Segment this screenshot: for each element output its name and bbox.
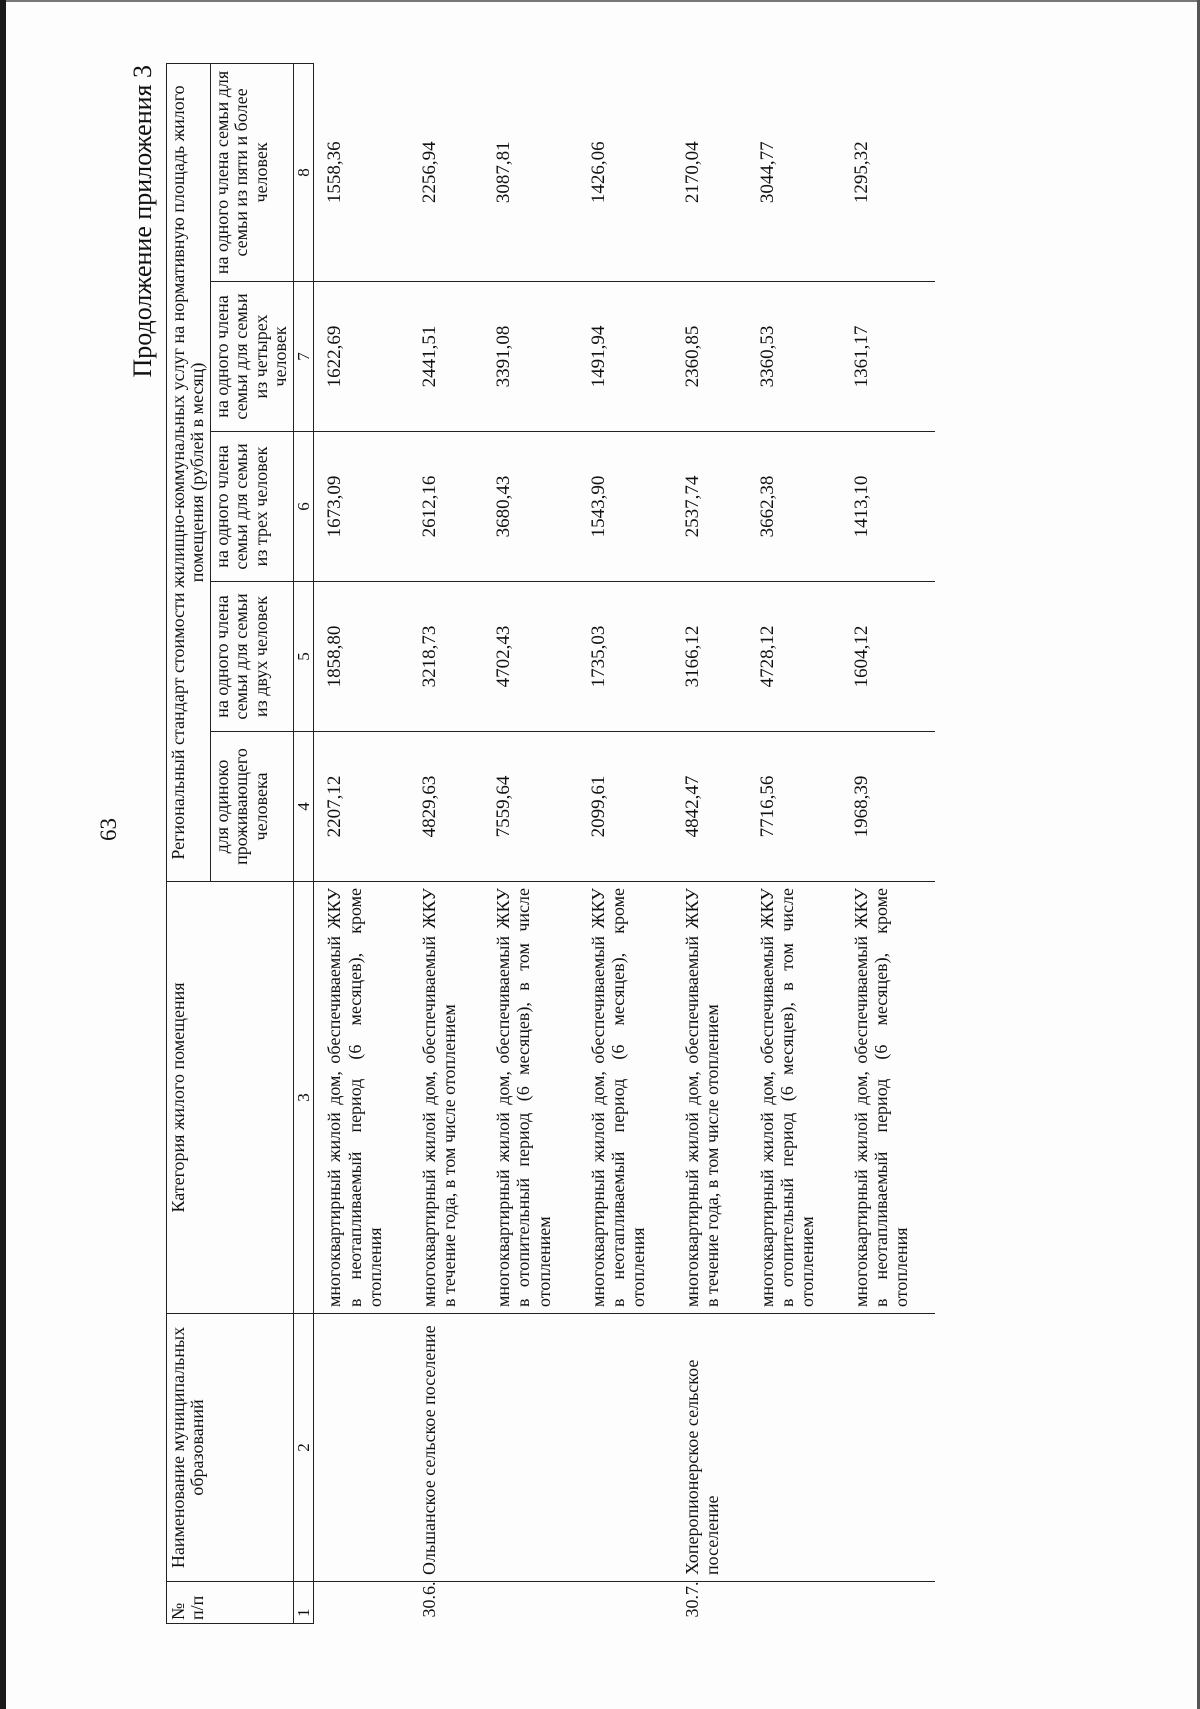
value-five-plus: 1426,06 <box>578 63 672 281</box>
value-four: 2360,85 <box>672 282 746 432</box>
value-single: 7716,56 <box>747 732 841 882</box>
row-code: 30.7. <box>682 1581 703 1618</box>
value-single: 7559,64 <box>483 732 577 882</box>
value-four: 2441,51 <box>409 282 483 432</box>
row-category: многоквартирный жилой дом, обеспечиваемый ЖКУ в неотапливаемый период (6 месяцев), кроме отопления <box>578 882 672 1314</box>
table-row <box>841 63 935 1623</box>
housing-cost-table <box>166 63 935 1624</box>
column-number: 4 <box>293 732 314 882</box>
row-municipality: Хоперопионерское сельское поселение <box>672 1314 746 1582</box>
value-three: 3662,38 <box>747 432 841 582</box>
column-number: 5 <box>293 582 314 732</box>
value-single: 4842,47 <box>672 732 746 882</box>
row-category: многоквартирный жилой дом, обеспечиваемый ЖКУ в неотапливаемый период (6 месяцев), кроме отопления <box>314 882 409 1314</box>
value-three: 2612,16 <box>409 432 483 582</box>
value-single: 2099,61 <box>578 732 672 882</box>
row-municipality <box>747 1314 841 1582</box>
value-four: 1622,69 <box>314 282 409 432</box>
value-two: 1858,80 <box>314 582 409 732</box>
column-number: 3 <box>293 882 314 1314</box>
value-five-plus: 1558,36 <box>314 63 409 281</box>
row-municipality <box>578 1314 672 1582</box>
row-code <box>483 1582 577 1624</box>
value-five-plus: 2256,94 <box>409 63 483 281</box>
row-code <box>841 1582 935 1624</box>
column-number: 7 <box>293 282 314 432</box>
appendix-title: Продолжение приложения 3 <box>128 65 157 378</box>
row-municipality: Ольшанское сельское поселение <box>409 1314 483 1582</box>
header-family-of-two: на одного члена семьи для семьи из двух человек <box>210 582 293 732</box>
header-family-of-four: на одного члена семьи для семьи из четырех человек <box>210 282 293 432</box>
header-family-of-five-plus: на одного члена семьи для семьи из пяти и более человек <box>210 63 293 281</box>
value-three: 3680,43 <box>483 432 577 582</box>
row-code <box>747 1582 841 1624</box>
value-three: 1673,09 <box>314 432 409 582</box>
header-family-of-three: на одного члена семьи для семьи из трех человек <box>210 432 293 582</box>
row-category: многоквартирный жилой дом, обеспечиваемый ЖКУ в течение года, в том числе отоплением <box>409 882 483 1314</box>
value-two: 3218,73 <box>409 582 483 732</box>
value-four: 3360,53 <box>747 282 841 432</box>
row-category: многоквартирный жилой дом, обеспечиваемый ЖКУ в отопительный период (6 месяцев), в том числе отоплением <box>483 882 577 1314</box>
column-number: 2 <box>293 1314 314 1582</box>
value-three: 1543,90 <box>578 432 672 582</box>
row-category: многоквартирный жилой дом, обеспечиваемый ЖКУ в течение года, в том числе отоплением <box>672 882 746 1314</box>
table-row <box>409 63 483 1623</box>
value-three: 2537,74 <box>672 432 746 582</box>
value-four: 1361,17 <box>841 282 935 432</box>
header-municipality: Наименование муниципальных образований <box>167 1314 294 1582</box>
table-row <box>747 63 841 1623</box>
column-number: 6 <box>293 432 314 582</box>
value-five-plus: 3087,81 <box>483 63 577 281</box>
value-two: 1735,03 <box>578 582 672 732</box>
row-category: многоквартирный жилой дом, обеспечиваемый ЖКУ в неотапливаемый период (6 месяцев), кроме отопления <box>841 882 935 1314</box>
row-municipality <box>483 1314 577 1582</box>
header-single-person: для одиноко проживающего человека <box>210 732 293 882</box>
row-municipality <box>841 1314 935 1582</box>
value-two: 3166,12 <box>672 582 746 732</box>
header-regional-standard: Региональный стандарт стоимости жилищно-коммунальных услуг на нормативную площадь жилого помещения (рублей в месяц) <box>167 63 211 881</box>
table-row <box>314 63 409 1623</box>
row-code <box>578 1582 672 1624</box>
column-number: 8 <box>293 63 314 281</box>
value-three: 1413,10 <box>841 432 935 582</box>
value-two: 4702,43 <box>483 582 577 732</box>
column-number: 1 <box>293 1582 314 1624</box>
header-number: № п/п <box>167 1582 294 1624</box>
value-two: 1604,12 <box>841 582 935 732</box>
row-code <box>314 1582 409 1624</box>
row-category: многоквартирный жилой дом, обеспечиваемый ЖКУ в отопительный период (6 месяцев), в том числе отоплением <box>747 882 841 1314</box>
value-single: 1968,39 <box>841 732 935 882</box>
value-single: 2207,12 <box>314 732 409 882</box>
table-row <box>578 63 672 1623</box>
value-five-plus: 3044,77 <box>747 63 841 281</box>
header-category: Категория жилого помещения <box>167 882 294 1314</box>
row-code: 30.6. <box>418 1581 439 1618</box>
page-number: 63 <box>96 818 121 841</box>
value-two: 4728,12 <box>747 582 841 732</box>
value-five-plus: 1295,32 <box>841 63 935 281</box>
value-four: 3391,08 <box>483 282 577 432</box>
value-single: 4829,63 <box>409 732 483 882</box>
table-row <box>483 63 577 1623</box>
value-five-plus: 2170,04 <box>672 63 746 281</box>
value-four: 1491,94 <box>578 282 672 432</box>
row-municipality <box>314 1314 409 1582</box>
table-row <box>672 63 746 1623</box>
